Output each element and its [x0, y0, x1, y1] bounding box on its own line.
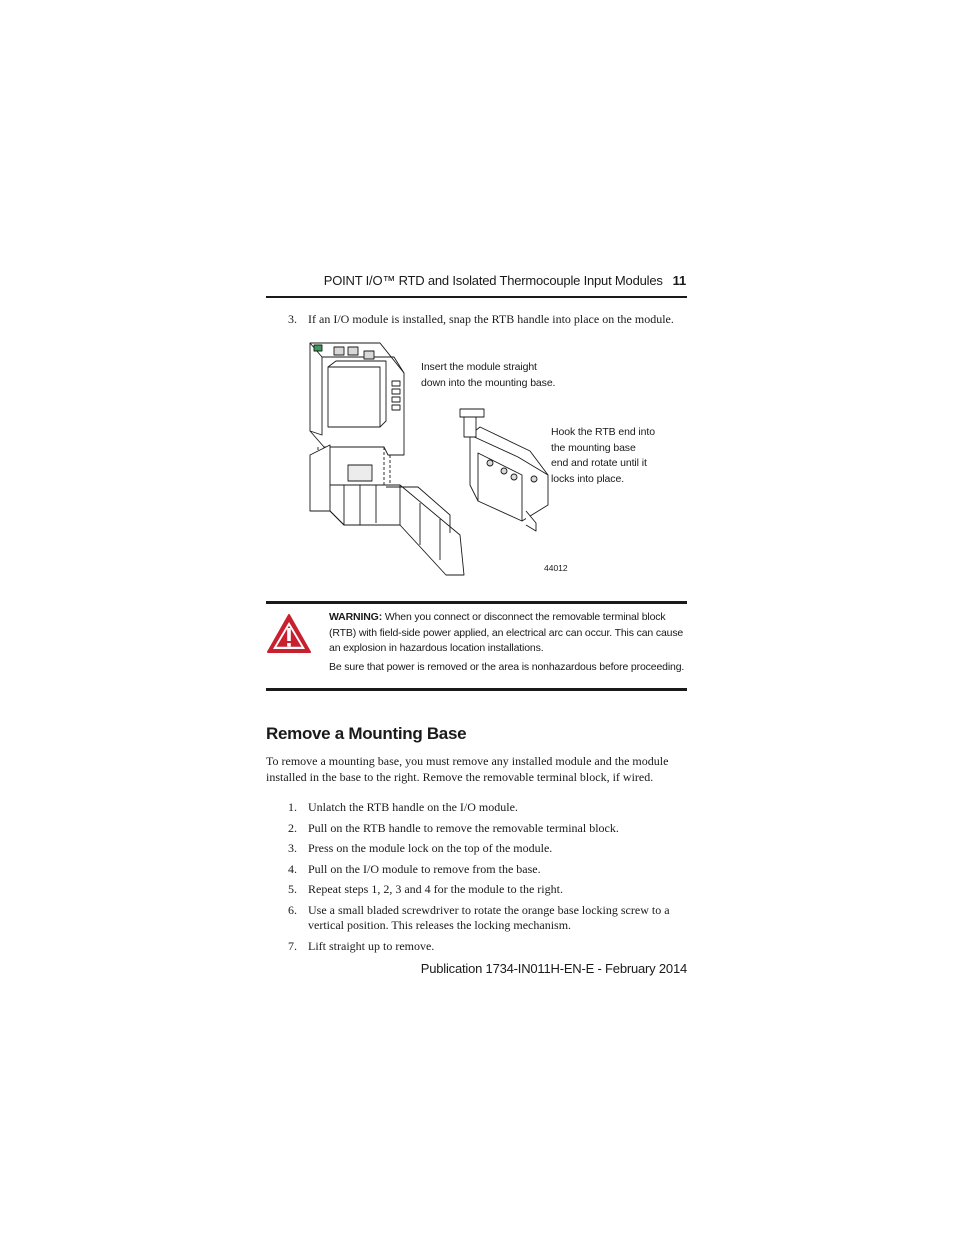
callout-insert-line: down into the mounting base. [421, 376, 556, 389]
publication-footer: Publication 1734-IN011H-EN-E - February 2014 [420, 961, 687, 976]
list-item [266, 882, 687, 898]
list-item [266, 862, 687, 878]
callout-hook-line: locks into place. [551, 472, 625, 485]
list-item-text: Use a small bladed screwdriver to rotate the orange base locking screw to a vertical position. This releases the locking mechanism. [308, 902, 670, 932]
warning-message [329, 610, 687, 678]
module-label-window [328, 367, 380, 427]
list-item [266, 800, 687, 816]
list-item [266, 841, 687, 857]
callout-hook-rtb [551, 425, 655, 487]
list-item-text: Lift straight up to remove. [308, 938, 435, 953]
running-header [266, 273, 686, 288]
header-rule [266, 296, 687, 298]
warning-bottom-rule [266, 688, 687, 691]
step-3-number: 3. [288, 312, 297, 326]
list-item-number: 1. [288, 800, 297, 814]
list-item-number: 7. [288, 938, 297, 953]
callout-insert-line: Insert the module straight [421, 361, 537, 373]
list-item-text: Unlatch the RTB handle on the I/O module. [308, 800, 518, 814]
section-intro: To remove a mounting base, you must remove any installed module and the module installed in the base to the right. Remove the removable terminal block, if wired. [266, 754, 669, 784]
removal-steps [266, 800, 687, 959]
figure-id: 44012 [544, 563, 568, 573]
list-item-number: 6. [288, 902, 297, 917]
list-item [266, 903, 687, 934]
warning-text: When you connect or disconnect the removable terminal block (RTB) with field-side power applied, an electrical arc can occur. This can cause an explosion in hazardous location installations. [329, 611, 684, 654]
header-title: POINT I/O™ RTD and Isolated Thermocouple Input Modules [323, 273, 663, 288]
list-item-number: 3. [288, 841, 297, 855]
callout-hook-line: Hook the RTB end into [551, 426, 655, 438]
list-item-text: Pull on the I/O module to remove from the base. [308, 861, 541, 876]
list-item-text: Pull on the RTB handle to remove the removable terminal block. [308, 820, 619, 835]
list-item [266, 939, 687, 955]
section-title: Remove a Mounting Base [266, 724, 467, 743]
list-item-number: 4. [288, 861, 297, 876]
callout-hook-line: the mounting base [551, 441, 636, 454]
step-3 [288, 312, 674, 327]
callout-hook-line: end and rotate until it [551, 457, 647, 469]
warning-triangle-icon [266, 613, 312, 655]
warning-text-2: Be sure that power is removed or the area is nonhazardous before proceeding. [329, 660, 685, 673]
list-item-number: 5. [288, 882, 297, 896]
list-item-text: Press on the module lock on the top of the module. [308, 841, 553, 855]
list-item [266, 821, 687, 837]
callout-insert-module [421, 360, 555, 391]
page-number: 11 [672, 273, 686, 288]
list-item-number: 2. [288, 820, 297, 835]
step-3-text: If an I/O module is installed, snap the RTB handle into place on the module. [308, 312, 674, 326]
mounting-base [310, 445, 464, 575]
list-item-text: Repeat steps 1, 2, 3 and 4 for the module to the right. [308, 882, 563, 896]
warning-top-rule [266, 601, 687, 604]
warning-label: WARNING: [329, 611, 383, 623]
